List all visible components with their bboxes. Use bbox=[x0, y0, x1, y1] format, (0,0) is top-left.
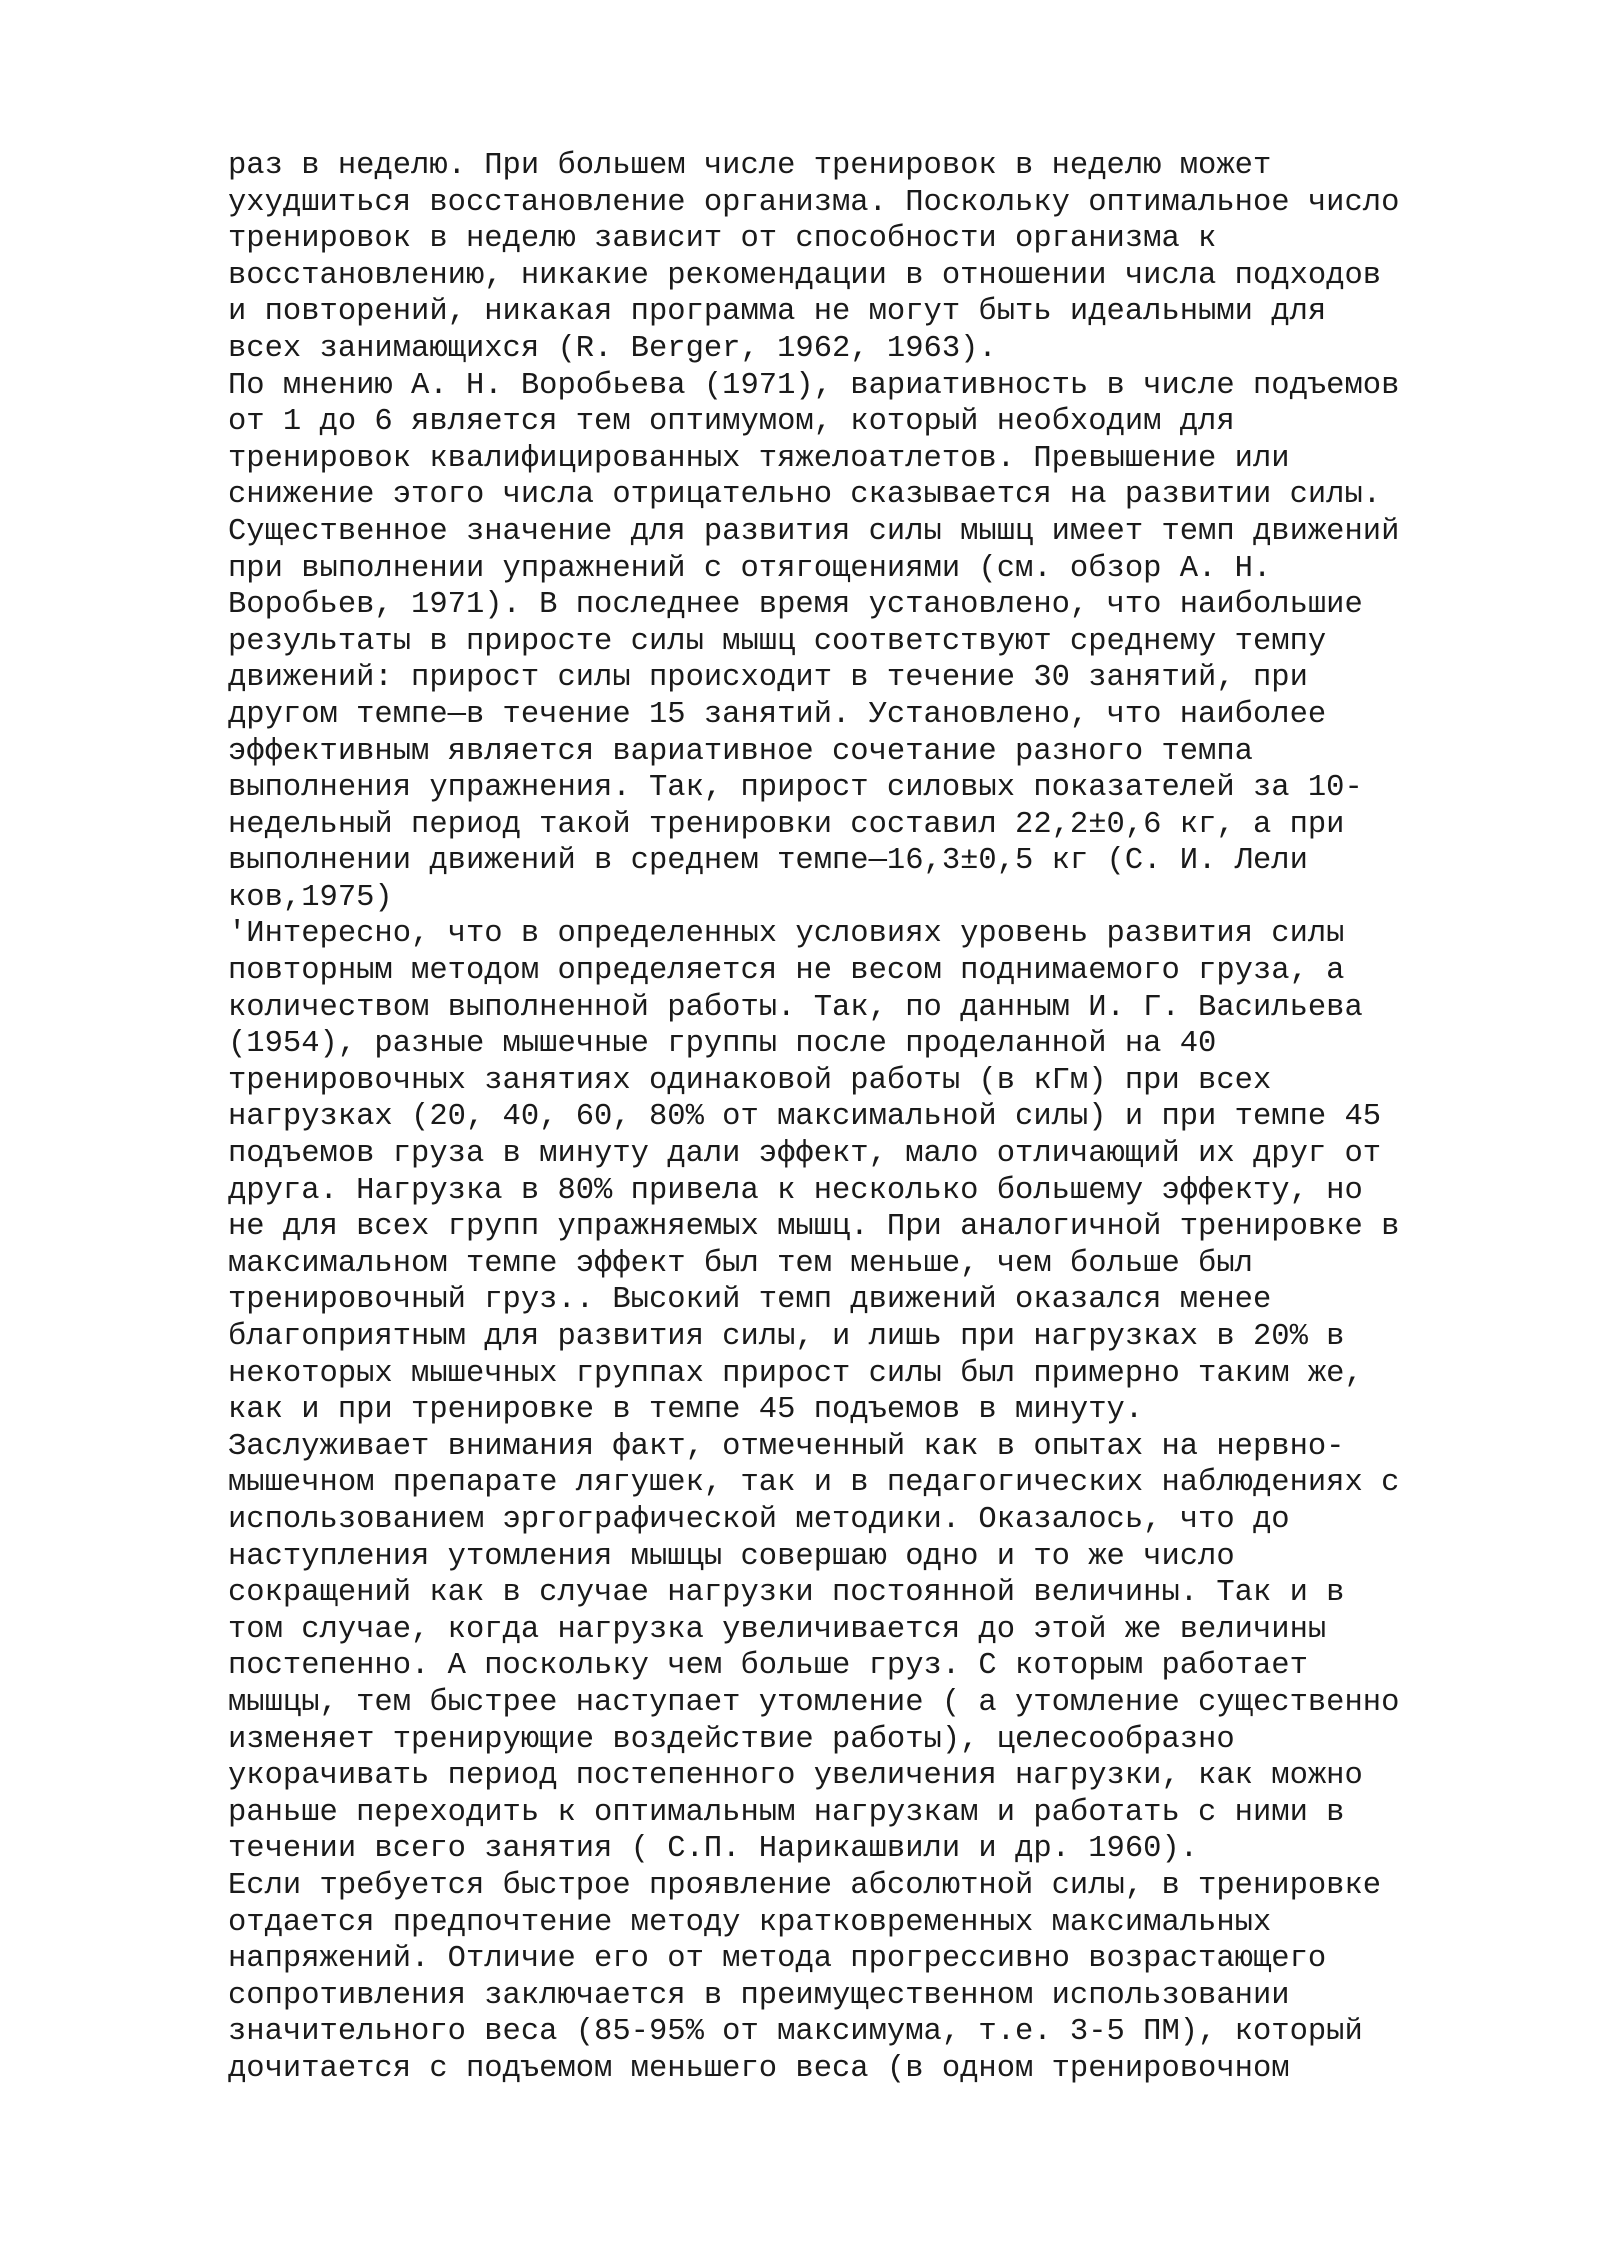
text-line: снижение этого числа отрицательно сказывается на развитии силы. bbox=[228, 478, 1382, 513]
text-line: тренировочный груз.. Высокий темп движений оказался менее bbox=[228, 1283, 1272, 1318]
text-line: при выполнении упражнений с отягощениями (см. обзор А. Н. bbox=[228, 551, 1272, 586]
text-line: Существенное значение для развития силы мышц имеет темп движений bbox=[228, 514, 1400, 549]
text-line: благоприятным для развития силы, и лишь при нагрузках в 20% в bbox=[228, 1320, 1345, 1354]
text-line: не для всех групп упражняемых мышц. При аналогичной тренировке в bbox=[228, 1210, 1400, 1245]
text-line: результаты в приросте силы мышц соответствуют среднему темпу bbox=[228, 624, 1327, 659]
text-line: некоторых мышечных группах прирост силы был примерно таким же, bbox=[228, 1356, 1363, 1391]
text-line: максимальном темпе эффект был тем меньше, чем больше был bbox=[228, 1246, 1253, 1281]
text-line: сопротивления заключается в преимущественном использовании bbox=[228, 1978, 1290, 2013]
text-line: 'Интересно, что в определенных условиях уровень развития силы bbox=[228, 917, 1345, 952]
text-line: Если требуется быстрое проявление абсолютной силы, в тренировке bbox=[228, 1868, 1382, 1903]
text-line: от 1 до 6 является тем оптимумом, который необходим для bbox=[228, 405, 1235, 440]
text-line: раз в неделю. При большем числе тренировок в неделю может bbox=[228, 149, 1272, 183]
text-line: движений: прирост силы происходит в течение 30 занятий, при bbox=[228, 661, 1308, 696]
text-line: эффективным является вариативное сочетание разного темпа bbox=[228, 734, 1253, 769]
text-line: тренировок квалифицированных тяжелоатлетов. Превышение или bbox=[228, 441, 1290, 476]
text-line: ков,1975) bbox=[228, 880, 393, 915]
text-line: использованием эргографической методики. Оказалось, что до bbox=[228, 1502, 1290, 1537]
text-line: напряжений. Отличие его от метода прогрессивно возрастающего bbox=[228, 1942, 1327, 1977]
text-line: недельный период такой тренировки составил 22,2±0,6 кг, а при bbox=[228, 807, 1345, 842]
text-line: течении всего занятия ( С.П. Нарикашвили и др. 1960). bbox=[228, 1832, 1199, 1867]
text-line: тренировок в неделю зависит от способности организма к bbox=[228, 222, 1217, 257]
text-line: ухудшиться восстановление организма. Поскольку оптимальное число bbox=[228, 185, 1400, 220]
text-line: мышечном препарате лягушек, так и в педагогических наблюдениях с bbox=[228, 1466, 1400, 1501]
text-line: мышцы, тем быстрее наступает утомление ( а утомление существенно bbox=[228, 1685, 1400, 1720]
text-line: укорачивать период постепенного увеличения нагрузки, как можно bbox=[228, 1759, 1363, 1794]
text-line: Воробьев, 1971). В последнее время установлено, что наибольшие bbox=[228, 588, 1363, 623]
text-line: отдается предпочтение методу кратковременных максимальных bbox=[228, 1905, 1272, 1940]
text-line: всех занимающихся (R. Berger, 1962, 1963). bbox=[228, 331, 997, 366]
body-text bbox=[228, 148, 1518, 2087]
text-line: постепенно. А поскольку чем больше груз. С которым работает bbox=[228, 1649, 1308, 1684]
text-line: подъемов груза в минуту дали эффект, мало отличающий их друг от bbox=[228, 1137, 1382, 1172]
text-line: другом темпе—в течение 15 занятий. Установлено, что наиболее bbox=[228, 697, 1327, 732]
text-line: друга. Нагрузка в 80% привела к несколько большему эффекту, но bbox=[228, 1173, 1363, 1208]
text-line: повторным методом определяется не весом поднимаемого груза, а bbox=[228, 954, 1345, 989]
text-line: сокращений как в случае нагрузки постоянной величины. Так и в bbox=[228, 1576, 1345, 1611]
text-line: выполнения упражнения. Так, прирост силовых показателей за 10- bbox=[228, 771, 1363, 806]
text-line: (1954), разные мышечные группы после проделанной на 40 bbox=[228, 1027, 1217, 1062]
text-line: восстановлению, никакие рекомендации в отношении числа подходов bbox=[228, 258, 1382, 293]
text-line: По мнению А. Н. Воробьева (1971), вариативность в числе подъемов bbox=[228, 368, 1400, 403]
text-line: изменяет тренирующие воздействие работы), целесообразно bbox=[228, 1722, 1235, 1757]
text-line: выполнении движений в среднем темпе—16,3±0,5 кг (С. И. Лели bbox=[228, 844, 1308, 879]
text-line: наступления утомления мышцы совершаю одно и то же число bbox=[228, 1539, 1235, 1574]
text-line: дочитается с подъемом меньшего веса (в одном тренировочном bbox=[228, 2051, 1290, 2086]
text-line: тренировочных занятиях одинаковой работы (в кГм) при всех bbox=[228, 1063, 1272, 1098]
text-line: значительного веса (85-95% от максимума, т.е. 3-5 ПМ), который bbox=[228, 2015, 1363, 2050]
text-line: как и при тренировке в темпе 45 подъемов в минуту. bbox=[228, 1393, 1144, 1428]
text-line: Заслуживает внимания факт, отмеченный как в опытах на нервно- bbox=[228, 1429, 1345, 1464]
text-line: нагрузках (20, 40, 60, 80% от максимальной силы) и при темпе 45 bbox=[228, 1100, 1382, 1135]
text-line: раньше переходить к оптимальным нагрузкам и работать с ними в bbox=[228, 1795, 1345, 1830]
text-line: том случае, когда нагрузка увеличивается до этой же величины bbox=[228, 1612, 1327, 1647]
text-line: количеством выполненной работы. Так, по данным И. Г. Васильева bbox=[228, 990, 1363, 1025]
text-line: и повторений, никакая программа не могут быть идеальными для bbox=[228, 295, 1327, 330]
